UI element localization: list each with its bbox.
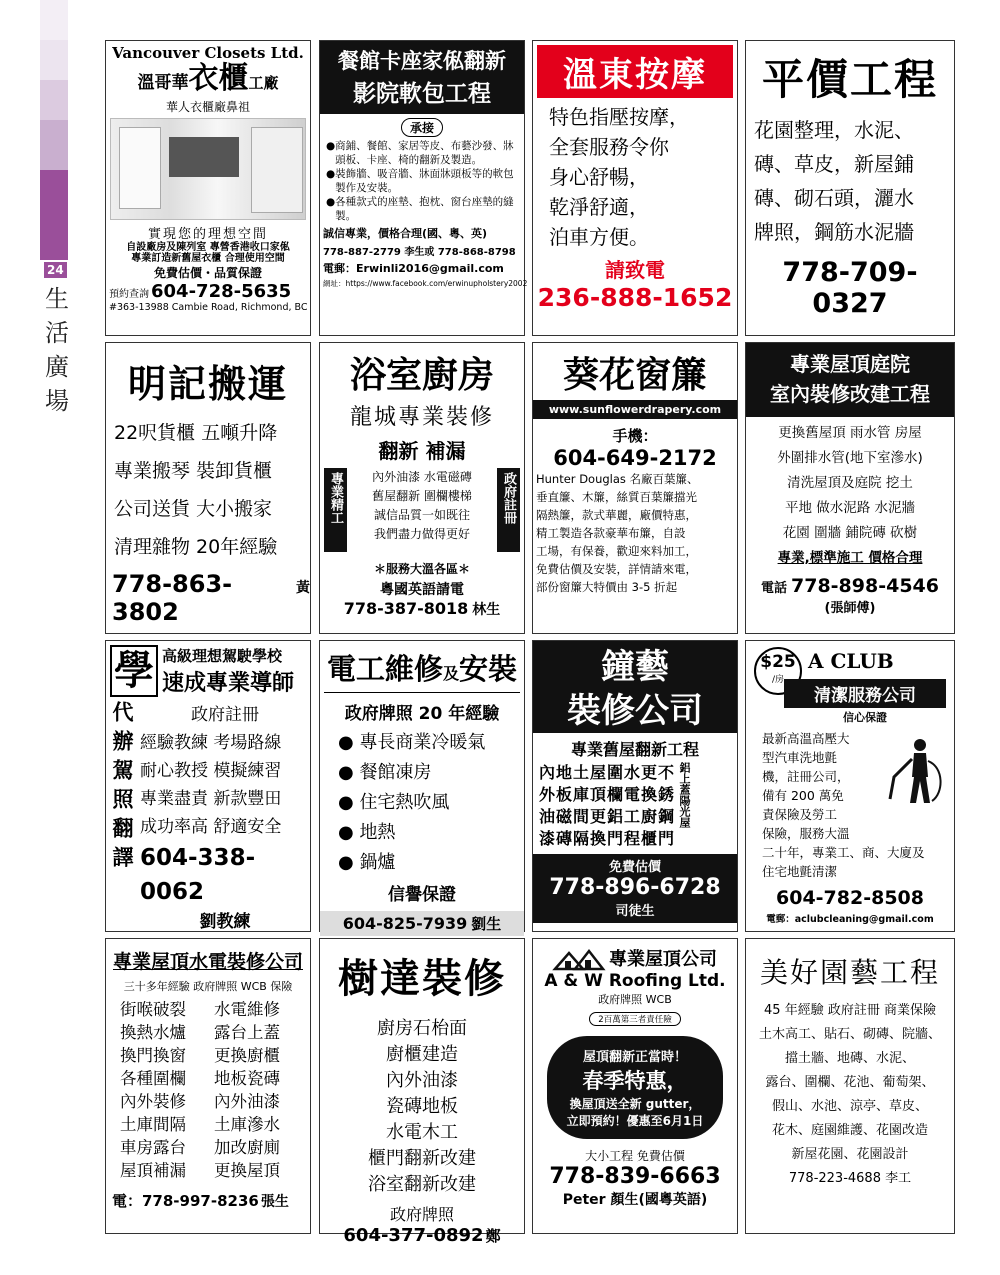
ad-garden xyxy=(745,938,955,1234)
body-line: 工場，有保養，歡迎來料加工， xyxy=(536,544,697,558)
grid-cell: 換熱水爐 xyxy=(120,1023,186,1042)
moving-body xyxy=(106,414,310,566)
upholstery-header xyxy=(320,41,524,114)
free-estimate: 免費估價 xyxy=(608,860,661,875)
body-line: 水電木工 xyxy=(386,1122,458,1143)
body-line: 假山、水池、涼亭、草皮、 xyxy=(771,1099,928,1114)
cleaner-worker-icon xyxy=(886,737,946,807)
phone-number: 778-223-4688 李工 xyxy=(788,1171,912,1186)
ad-electrician xyxy=(319,640,525,932)
body-line: 垂直簾、木簾，絲質百葉簾擋光 xyxy=(536,490,697,504)
body-line: 專業盡責 新款豐田 xyxy=(140,789,282,809)
title-part: 電工維修 xyxy=(326,652,443,686)
vertical-label: 政府註冊 xyxy=(497,468,520,552)
driving-titles xyxy=(162,645,294,697)
body-line: 身心舒暢， xyxy=(549,165,649,189)
roofgarden-phone-row xyxy=(746,575,954,597)
closets-line: 專業訂造新舊屋衣櫃 合理使用空間 xyxy=(131,253,285,264)
body-line: 免費估價及安裝，詳情請來電， xyxy=(536,562,697,576)
grid-cell: 地板瓷磚 xyxy=(214,1069,280,1088)
brand-name: A CLUB xyxy=(808,649,894,673)
body-line: 平地 做水泥路 水泥牆 xyxy=(784,500,916,516)
company-name-cn: 專業屋頂公司 xyxy=(609,949,717,970)
roofgarden-body xyxy=(746,421,954,571)
garden-title: 美好園藝工程 xyxy=(759,956,940,989)
body-line: 我們盡力做得更好 xyxy=(373,527,470,541)
section-title: 生活廣場 xyxy=(45,285,69,415)
closets-line: 自設廠房及陳列室 專營香港收口家俬 xyxy=(126,242,290,253)
upholstery-list: ● 商鋪、餐館、家居等皮、布藝沙發、牀頭板、卡座、椅的翻新及製造。 ● 裝飾牆、吸音牆、牀面牀頭板等的軟包製作及安裝。 ● 各種款式的座墊、抱枕、窗台座墊的縫製。 xyxy=(320,137,524,225)
ad-zhongyi-renovation xyxy=(532,640,738,932)
title-line: 裝修公司 xyxy=(567,691,703,731)
grid-cell: 加改廚廁 xyxy=(214,1138,280,1157)
closets-line: 免費估價・品質保證 xyxy=(153,266,262,280)
ad-bathroom xyxy=(319,342,525,634)
contact-name: 鄭 xyxy=(485,1227,501,1245)
phone-number: 604-782-8508 xyxy=(776,887,924,909)
body-line: 精工製造各款豪華布簾，自設 xyxy=(536,526,686,540)
body-line: 擋土牆、地磚、水泥、 xyxy=(784,1051,915,1066)
body-line: 花園 圍牆 鋪院磚 砍樹 xyxy=(782,525,918,541)
electric-phone-row xyxy=(320,911,524,936)
body-line: 型汽車洗地氈 xyxy=(762,750,838,765)
heading-part: 工廠 xyxy=(248,74,279,92)
body-line: 45 年經驗 政府註冊 商業保險 xyxy=(764,1003,936,1018)
grid-row xyxy=(120,1113,310,1136)
body-line: 新屋花園、花園設計 xyxy=(791,1147,909,1162)
ad-drapery xyxy=(532,342,738,634)
driving-header xyxy=(106,645,310,697)
call-label: 請致電 xyxy=(605,258,665,282)
phone-number: 604-825-7939 xyxy=(342,914,468,933)
aclub-subtitle: 信心保證 xyxy=(843,711,887,724)
zhongyi-grid-lines xyxy=(539,762,675,850)
zhongyi-subtitle: 專業舊屋翻新工程 xyxy=(570,740,699,759)
grid-cell: 各種圍欄 xyxy=(120,1069,186,1088)
body-line: 責保險及勞工 xyxy=(762,807,838,822)
driving-body xyxy=(106,701,310,935)
grid-cell: 屋頂補漏 xyxy=(120,1161,186,1180)
body-line: 22呎貨櫃 五噸升降 xyxy=(114,422,278,444)
list-item: ● 餐館凍房 xyxy=(338,762,432,783)
grid-cell: 內外裝修 xyxy=(120,1092,186,1111)
body-line: 外圍排水管(地下室滲水) xyxy=(777,450,923,466)
list-item-text: 地熱 xyxy=(359,822,396,843)
ad-vancouver-closets xyxy=(105,40,311,336)
phone-label: 電話 xyxy=(761,581,788,596)
license: 政府牌照 WCB xyxy=(598,993,672,1006)
contact-name: (張師傅) xyxy=(824,601,876,616)
price: $25 xyxy=(760,652,796,672)
body-line: 機，註冊公司， xyxy=(762,769,850,784)
left-sidebar xyxy=(40,0,68,1275)
moving-phone-row xyxy=(106,570,310,626)
body-line: 磚、草皮，新屋鋪 xyxy=(754,152,914,176)
body-line: 舊屋翻新 圍欄樓梯 xyxy=(372,489,472,503)
phone-number: 778-387-8018 xyxy=(343,599,469,618)
list-item-text: 餐館凍房 xyxy=(359,762,432,783)
list-item: 商鋪、餐館、家居等皮、布藝沙發、牀頭板、卡座、椅的翻新及製造。 xyxy=(335,140,514,166)
roofelec-phone-row xyxy=(106,1190,310,1211)
small-works: 大小工程 免費估價 xyxy=(585,1149,685,1163)
closet-photo xyxy=(110,118,306,220)
service-area: ＊服務大溫各區＊ xyxy=(373,562,470,576)
body-line: 成功率高 舒適安全 xyxy=(140,817,282,837)
ad-massage xyxy=(532,40,738,336)
zhongyi-grid xyxy=(533,762,737,850)
license: 政府牌照 xyxy=(389,1205,454,1224)
ad-aclub-cleaning xyxy=(745,640,955,932)
moving-title: 明記搬運 xyxy=(127,362,288,406)
body-line: 公司送貨 大小搬家 xyxy=(114,498,273,520)
badge: 承接 xyxy=(401,118,443,137)
promo-bubble xyxy=(547,1036,723,1139)
sidebar-band xyxy=(40,120,68,170)
cheap-body xyxy=(746,113,954,249)
roofelec-grid xyxy=(106,994,310,1182)
body-line: 乾淨舒適， xyxy=(549,195,649,219)
promo-line: 換屋頂送全新 gutter， xyxy=(569,1097,701,1111)
bathroom-phone-row xyxy=(320,599,524,619)
grid-cell: 土庫滲水 xyxy=(214,1115,280,1134)
grid-line: 內地土屋圍水更不 xyxy=(539,763,676,782)
body-line: 清洗屋頂及庭院 挖土 xyxy=(787,475,913,491)
zhongyi-footer xyxy=(533,854,737,923)
body-line: 備有 200 萬免 xyxy=(762,788,844,803)
body-line: 浴室翻新改建 xyxy=(368,1174,476,1195)
grid-cell: 露台上蓋 xyxy=(214,1023,280,1042)
body-line: 清理雜物 20年經驗 xyxy=(114,536,278,558)
body-line: 部份窗簾大特價由 3-5 折起 xyxy=(536,580,678,594)
shuda-title: 樹達裝修 xyxy=(338,956,506,1002)
phone-number: 778-839-6663 xyxy=(549,1164,721,1189)
phone-number: 778-898-4546 xyxy=(791,575,939,597)
drapery-body xyxy=(533,470,737,596)
contact-name: 黃 xyxy=(296,580,310,596)
body-line: 內外油漆 水電磁磚 xyxy=(372,470,472,484)
sidebar-band xyxy=(40,80,68,120)
body-line: 全套服務令你 xyxy=(549,135,669,159)
list-item: 裝飾牆、吸音牆、牀面牀頭板等的軟包製作及安裝。 xyxy=(335,168,514,194)
vertical-label: 鋁上蓋陽光屋 xyxy=(678,762,692,828)
title-line: 餐館卡座家俬翻新 xyxy=(338,49,506,73)
body-line: 更換舊屋頂 雨水管 房屋 xyxy=(778,425,922,441)
list-item-text: 住宅熱吹風 xyxy=(359,792,450,813)
guarantee: 信譽保證 xyxy=(388,885,456,905)
ad-aw-roofing xyxy=(532,938,738,1234)
grid-cell: 水電維修 xyxy=(214,1000,280,1019)
aw-header xyxy=(533,945,737,971)
contact-name: 林生 xyxy=(472,602,501,618)
body-line: 泊車方便。 xyxy=(549,225,649,249)
grid-row xyxy=(120,998,310,1021)
aclub-title: 清潔服務公司 xyxy=(784,679,946,708)
roofgarden-header xyxy=(746,343,954,417)
closets-heading xyxy=(106,61,310,98)
body-line: 花木、庭園維護、花園改造 xyxy=(771,1123,928,1138)
grid-cell: 車房露台 xyxy=(120,1138,186,1157)
ad-driving-school xyxy=(105,640,311,932)
grid-cell: 換門換窗 xyxy=(120,1046,186,1065)
body-line: 牌照，鋼筋水泥牆 xyxy=(754,220,914,244)
house-roof-icon xyxy=(553,945,605,971)
shuda-body xyxy=(320,1016,524,1198)
language-line: 粵國英語請電 xyxy=(380,582,464,598)
grid-row xyxy=(120,1159,310,1182)
grid-line: 外板庫頂欄電換銹 xyxy=(539,785,676,804)
body-line: 二十年，專業工、商、大廈及 xyxy=(762,845,925,860)
body-line: 特色指壓按摩， xyxy=(549,105,689,129)
driving-lines xyxy=(140,701,310,935)
heading-part: 溫哥華 xyxy=(137,73,189,93)
contact-line: 誠信專業，價格合理(國、粵、英) xyxy=(323,227,488,240)
grid-row xyxy=(120,1136,310,1159)
sidebar-band xyxy=(40,40,68,80)
sidebar-band xyxy=(40,170,68,260)
list-item: 各種款式的座墊、抱枕、窗台座墊的縫製。 xyxy=(335,196,514,222)
body-line: 經驗教練 考場路線 xyxy=(140,733,282,753)
bathroom-subtitle: 龍城專業裝修 xyxy=(349,405,494,430)
vertical-label: 專業精工 xyxy=(324,468,347,552)
body-line: 瓷磚地板 xyxy=(386,1096,458,1117)
phone-number: 778-863-3802 xyxy=(112,570,233,626)
title-line: 鐘藝 xyxy=(601,647,669,687)
ad-moving xyxy=(105,342,311,634)
body-line: Hunter Douglas 名廠百葉簾、 xyxy=(536,472,699,486)
phone-number: 604-377-0892 xyxy=(343,1225,484,1246)
body-line: 耐心教授 模擬練習 xyxy=(140,761,282,781)
contact-name: 劉生 xyxy=(471,915,502,933)
contact-line: 電郵：Erwinli2016@gmail.com xyxy=(323,262,504,275)
list-item-text: 鍋爐 xyxy=(359,852,396,873)
body-line: 最新高溫高壓大 xyxy=(762,731,850,746)
promo-line: 屋頂翻新正當時！ xyxy=(582,1050,687,1065)
grid-cell: 街喉破裂 xyxy=(120,1000,186,1019)
big-character: 學 xyxy=(110,645,158,697)
body-line: 磚、砌石頭，灑水 xyxy=(754,186,914,210)
contact-name: Peter 顏生(國粵英語) xyxy=(562,1192,708,1208)
email: 電郵：aclubcleaning@gmail.com xyxy=(766,914,934,925)
address: #363-13988 Cambie Road, Richmond, BC xyxy=(109,302,308,313)
insurance-badge: 2百萬第三者責任險 xyxy=(589,1012,680,1026)
title-line: 速成專業導師 xyxy=(162,671,295,696)
grid-line: 漆磚隔換門程櫃門 xyxy=(539,829,676,848)
body-line: 專業,標準施工 價格合理 xyxy=(777,550,923,566)
shuda-phone-row xyxy=(320,1225,524,1246)
phone-label: 預約查詢 xyxy=(109,289,149,300)
massage-title: 溫東按摩 xyxy=(537,45,733,98)
garden-body xyxy=(746,999,954,1191)
heading-part: 衣櫃 xyxy=(188,61,249,96)
promo-line: 春季特惠， xyxy=(582,1069,688,1093)
contact-name: 司徒生 xyxy=(615,904,655,919)
contact-name: 張生 xyxy=(260,1194,289,1210)
body-line: 土木高工、貼石、砌磚、院牆、 xyxy=(758,1027,941,1042)
body-line: 保險，服務大溫 xyxy=(762,826,850,841)
phone-number: 604-728-5635 xyxy=(151,281,292,302)
list-item: ● 住宅熱吹風 xyxy=(338,792,450,813)
contact-line: 778-887-2779 李生或 778-868-8798 xyxy=(323,247,516,258)
page-number: 24 xyxy=(44,262,67,278)
grid-cell: 更換屋頂 xyxy=(214,1161,280,1180)
contact-line: 網址：https://www.facebook.com/erwinupholstery2002 xyxy=(323,279,528,288)
grid-row xyxy=(120,1090,310,1113)
electric-subtitle: 政府牌照 20 年經驗 xyxy=(344,704,500,724)
cheap-title: 平價工程 xyxy=(761,55,938,104)
grid-row xyxy=(120,1067,310,1090)
body-line: 內外油漆 xyxy=(386,1070,458,1091)
list-item: ● 鍋爐 xyxy=(338,852,396,873)
grid-line: 油磁間更鋁工廚鋼 xyxy=(539,807,676,826)
body-line: 誠信品質一如既往 xyxy=(373,508,470,522)
body-line: 專業搬琴 裝卸貨櫃 xyxy=(114,460,273,482)
body-line: 花園整理，水泥、 xyxy=(754,118,914,142)
title-line: 室內裝修改建工程 xyxy=(770,382,930,406)
phone-number: 電：778-997-8236 xyxy=(112,1192,259,1210)
body-line: 政府註冊 xyxy=(191,705,259,725)
roofelec-title: 專業屋頂水電裝修公司 xyxy=(112,951,303,973)
bathroom-title: 浴室廚房 xyxy=(349,355,494,396)
roofelec-subtitle: 三十多年經驗 政府牌照 WCB 保險 xyxy=(123,980,293,993)
grid-cell: 土庫間隔 xyxy=(120,1115,186,1134)
ad-shuda-renovation xyxy=(319,938,525,1246)
ad-roof-garden xyxy=(745,342,955,634)
massage-body xyxy=(533,102,737,252)
price-unit: /房 xyxy=(771,675,785,685)
zhongyi-header xyxy=(533,641,737,733)
body-line: 廚櫃建造 xyxy=(386,1044,458,1065)
list-item: ● 地熱 xyxy=(338,822,396,843)
bathroom-tag: 翻新 補漏 xyxy=(378,439,466,463)
grid-row xyxy=(120,1021,310,1044)
ad-roof-electrical xyxy=(105,938,311,1234)
phone-number: 604-649-2172 xyxy=(553,446,717,470)
title-part: 安裝 xyxy=(459,652,518,686)
bathroom-center-lines xyxy=(372,468,472,552)
phone-number: 778-709-0327 xyxy=(782,257,918,319)
ad-cheap-works xyxy=(745,40,955,336)
grid-cell: 內外油漆 xyxy=(214,1092,280,1111)
mobile-label: 手機： xyxy=(612,427,658,445)
closets-phone-row xyxy=(106,281,310,302)
body-line: 隔熱簾，款式華麗，廠價特惠， xyxy=(536,508,697,522)
title-line: 高級理想駕駛學校 xyxy=(162,647,283,665)
closets-subtitle: 華人衣櫃廠鼻祖 xyxy=(165,100,250,114)
bathroom-middle xyxy=(320,464,524,552)
electric-list xyxy=(320,728,524,878)
vertical-label: 代辦駕照翻譯 xyxy=(110,701,134,875)
company-name-en: A & W Roofing Ltd. xyxy=(544,971,726,991)
phone-number: 604-338-0062 xyxy=(140,845,256,905)
brand-name: Vancouver Closets Ltd. xyxy=(112,44,304,62)
contact-name: 劉教練 xyxy=(199,912,251,932)
body-line: 露台、圍欄、花池、葡萄架、 xyxy=(765,1075,935,1090)
body-line: 廚房石枱面 xyxy=(377,1018,467,1039)
list-item-text: 專長商業冷暖氣 xyxy=(359,732,486,753)
title-part: 及 xyxy=(442,664,459,683)
sidebar-band xyxy=(40,0,68,40)
phone-number: 778-896-6728 xyxy=(549,875,721,900)
title-line: 影院軟包工程 xyxy=(353,81,491,107)
drapery-title: 葵花窗簾 xyxy=(562,355,707,396)
grid-row xyxy=(120,1044,310,1067)
ad-upholstery xyxy=(319,40,528,336)
grid-cell: 更換廚櫃 xyxy=(214,1046,280,1065)
electric-title xyxy=(320,647,524,688)
promo-line: 立即預約！優惠至6月1日 xyxy=(566,1114,704,1128)
phone-number: 236-888-1652 xyxy=(537,283,733,312)
list-item: ● 專長商業冷暖氣 xyxy=(338,732,486,753)
body-line: 住宅地氈清潔 xyxy=(762,864,838,879)
body-line: 櫃門翻新改建 xyxy=(368,1148,476,1169)
title-line: 專業屋頂庭院 xyxy=(790,352,910,376)
closets-slogan: 實現您的理想空間 xyxy=(147,227,268,242)
website: www.sunflowerdrapery.com xyxy=(533,400,737,419)
